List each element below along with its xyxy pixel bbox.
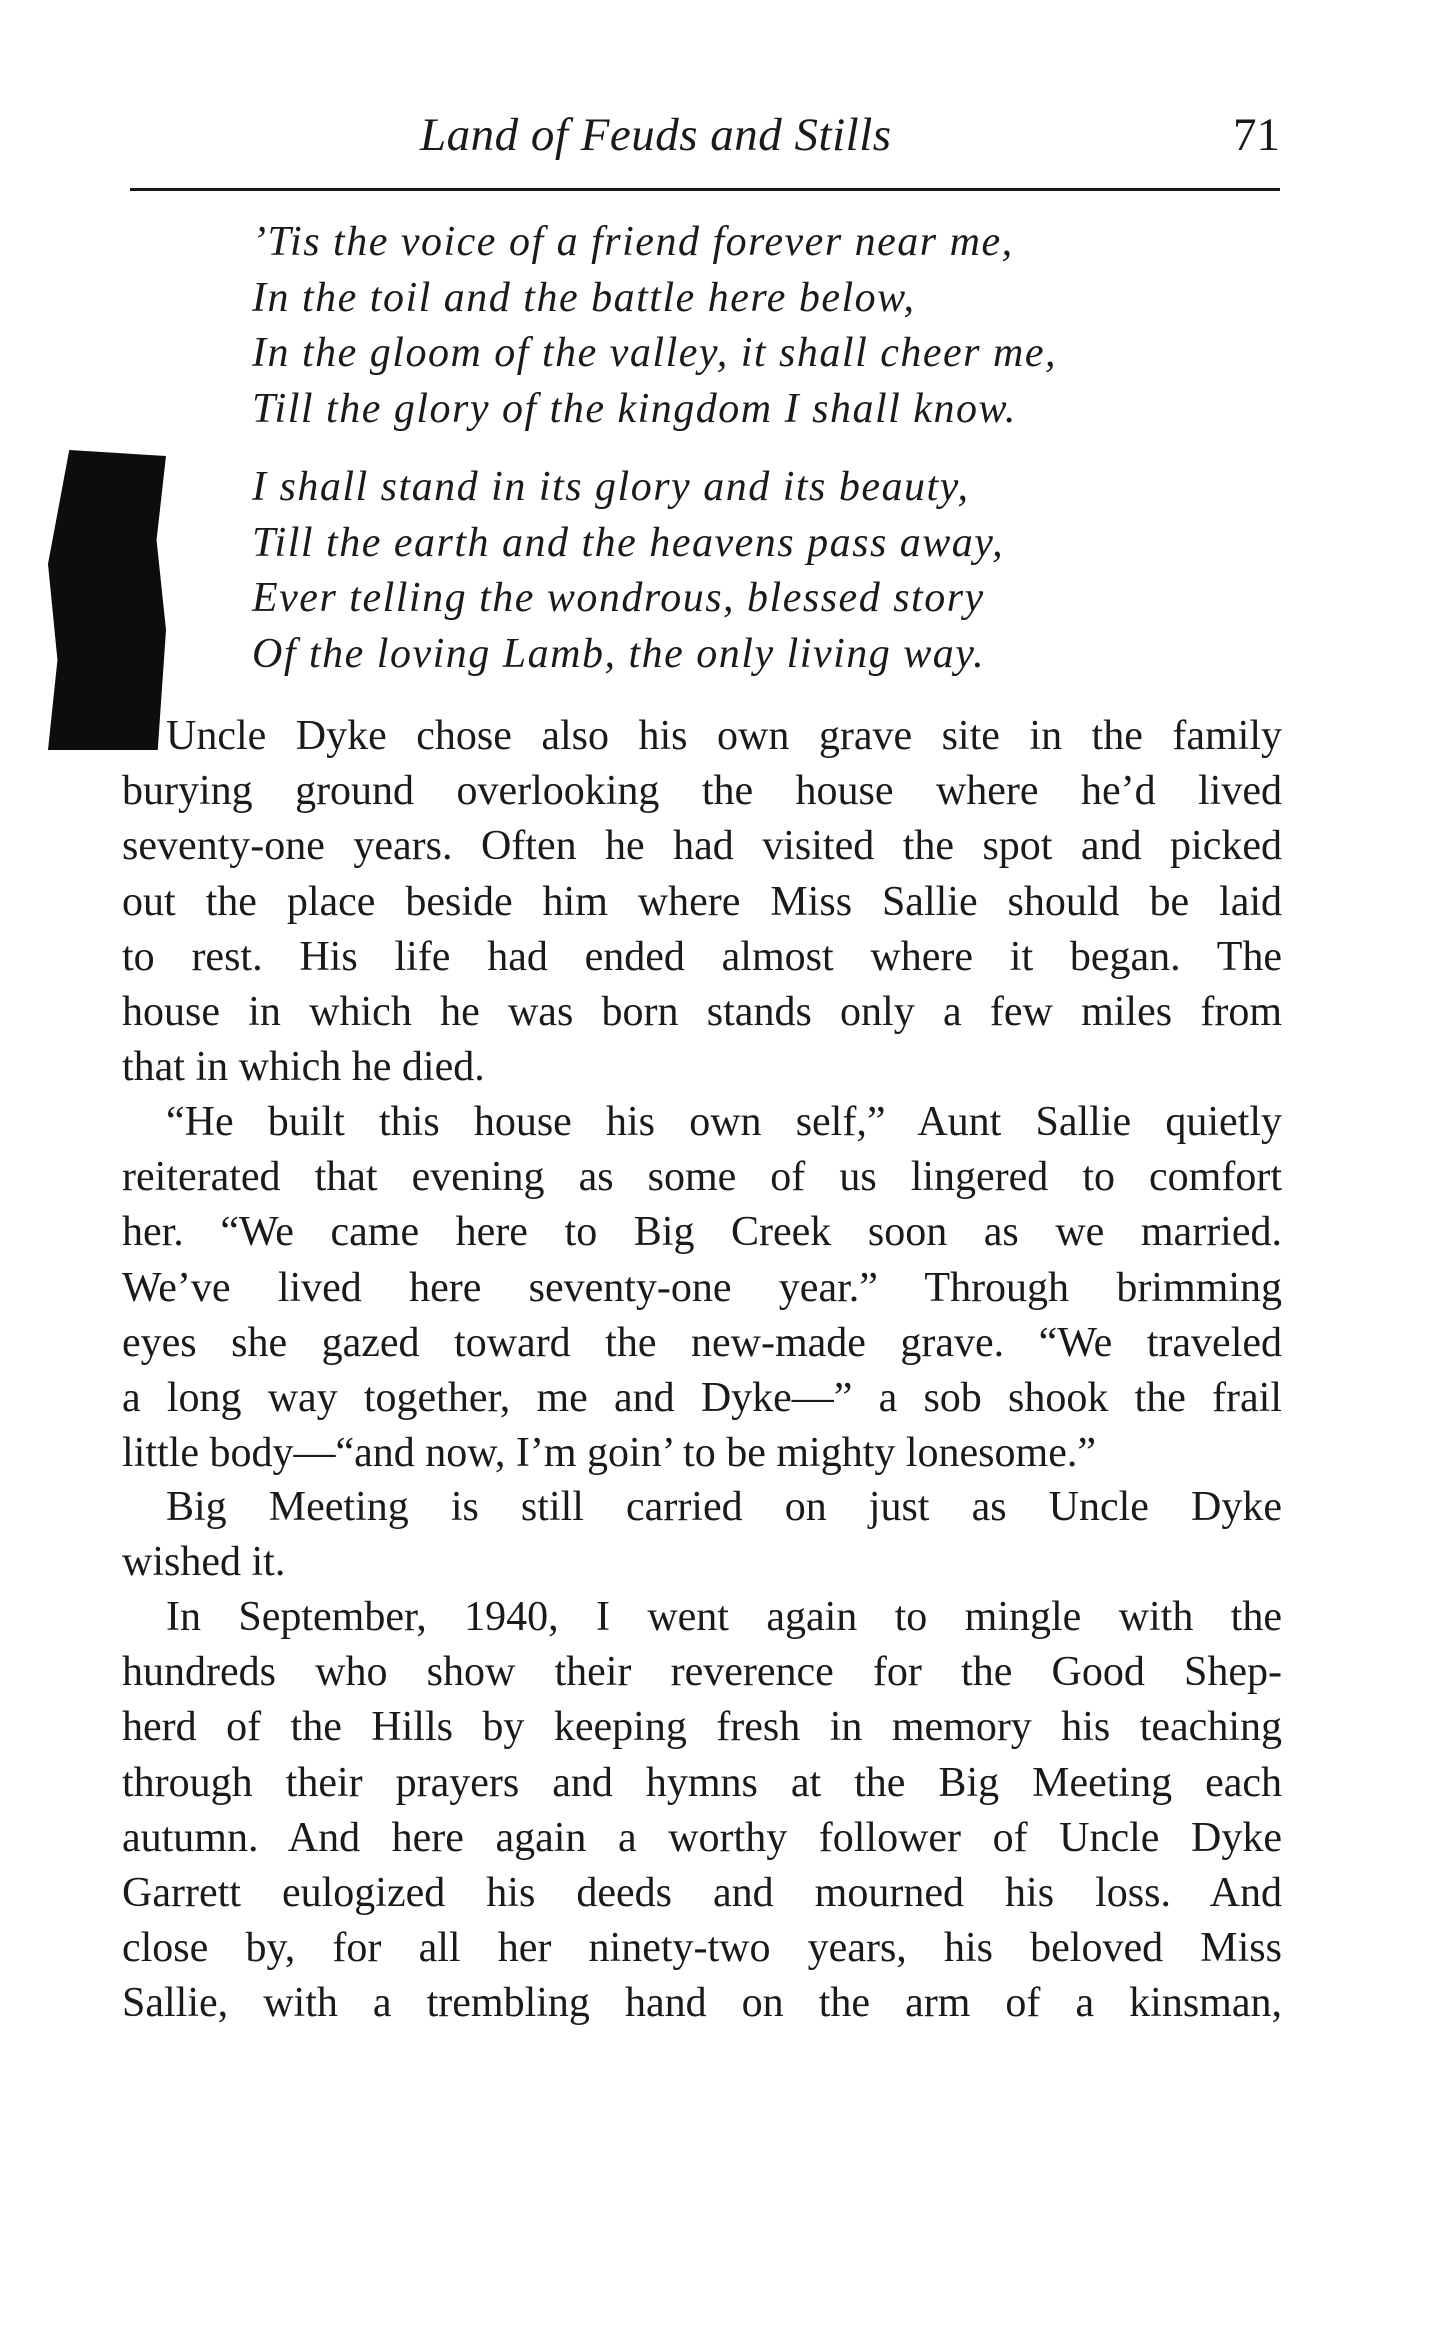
text-line: seventy-one years. Often he had visited the spot and picked: [122, 823, 1282, 870]
text-line: Sallie, with a trembling hand on the arm of a kinsman,: [122, 1980, 1282, 2027]
text-line: herd of the Hills by keeping fresh in memory his teaching: [122, 1704, 1282, 1751]
text-line: Big Meeting is still carried on just as Uncle Dyke: [166, 1484, 1282, 1530]
running-head: [120, 108, 1280, 168]
text-line: house in which he was born stands only a few miles from: [122, 988, 1282, 1035]
text-line: In September, 1940, I went again to mingle with the: [166, 1594, 1282, 1640]
verse-line: Till the glory of the kingdom I shall know.: [252, 385, 1017, 432]
text-line: We’ve lived here seventy-one year.” Through brimming: [122, 1264, 1282, 1311]
text-line: Garrett eulogized his deeds and mourned his loss. And: [122, 1869, 1282, 1916]
text-line: close by, for all her ninety-two years, his beloved Miss: [122, 1925, 1282, 1972]
verse-line: Of the loving Lamb, the only living way.: [252, 630, 986, 677]
text-line: her. “We came here to Big Creek soon as we married.: [122, 1209, 1282, 1256]
text-line: “He built this house his own self,” Aunt Sallie quietly: [166, 1099, 1282, 1145]
text-line: hundreds who show their reverence for the Good Shep-: [122, 1649, 1282, 1696]
running-title: Land of Feuds and Stills: [420, 109, 892, 161]
page-number: 71: [1233, 109, 1280, 161]
text-line: eyes she gazed toward the new-made grave. “We traveled: [122, 1319, 1282, 1366]
verse-line: ’Tis the voice of a friend forever near me,: [252, 219, 1014, 265]
text-line: autumn. And here again a worthy follower of Uncle Dyke: [122, 1814, 1282, 1861]
scan-artifact-bar: [48, 450, 166, 750]
text-line: to rest. His life had ended almost where it began. The: [122, 933, 1282, 980]
paragraph-grave-site: [122, 709, 1282, 1095]
text-line: wished it.: [122, 1539, 286, 1586]
text-line: little body—“and now, I’m goin’ to be mighty lonesome.”: [122, 1430, 1096, 1477]
text-line: burying ground overlooking the house where he’d lived: [122, 768, 1282, 815]
hymn-stanza-2: [252, 460, 1252, 682]
text-line: a long way together, me and Dyke—” a sob shook the frail: [122, 1374, 1282, 1421]
verse-line: In the toil and the battle here below,: [252, 274, 916, 321]
verse-line: In the gloom of the valley, it shall cheer me,: [252, 330, 1057, 376]
paragraph-aunt-sallie: [122, 1095, 1282, 1481]
text-line: Uncle Dyke chose also his own grave site in the family: [166, 713, 1282, 759]
paragraph-september-1940: [122, 1590, 1282, 2032]
verse-line: I shall stand in its glory and its beauty,: [252, 464, 970, 510]
text-line: out the place beside him where Miss Sallie should be laid: [122, 878, 1282, 925]
text-line: that in which he died.: [122, 1044, 485, 1091]
verse-line: Ever telling the wondrous, blessed story: [252, 575, 985, 621]
text-line: through their prayers and hymns at the Big Meeting each: [122, 1759, 1282, 1806]
verse-line: Till the earth and the heavens pass away,: [252, 519, 1005, 566]
text-line: reiterated that evening as some of us lingered to comfort: [122, 1154, 1282, 1201]
hymn-stanza-1: [252, 215, 1252, 437]
paragraph-big-meeting: [122, 1480, 1282, 1590]
header-rule: [130, 188, 1280, 191]
